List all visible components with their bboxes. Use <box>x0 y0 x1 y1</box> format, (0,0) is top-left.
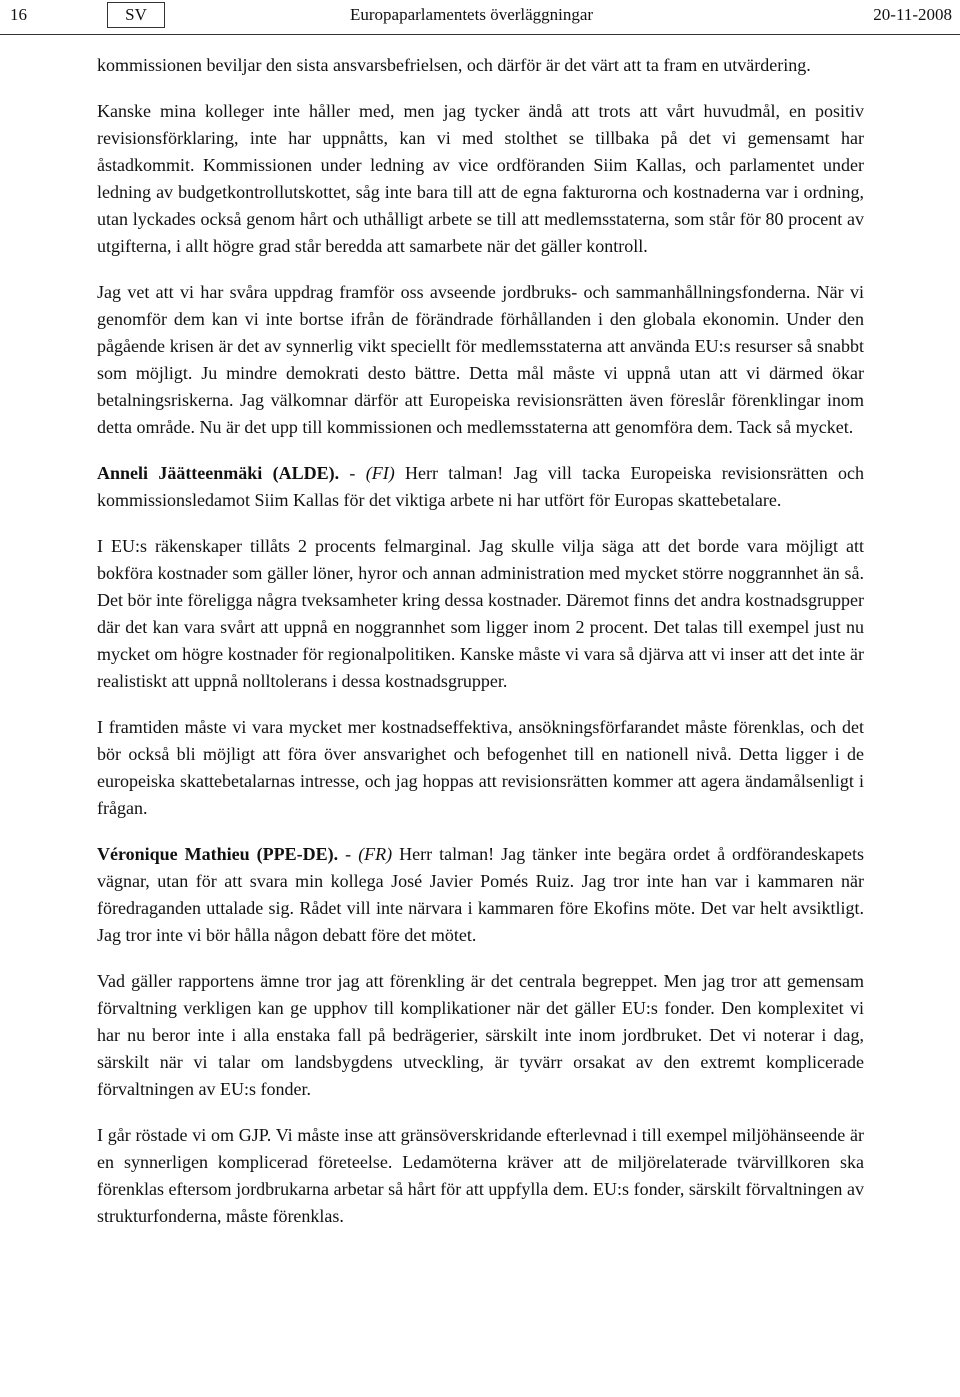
paragraph: I EU:s räkenskaper tillåts 2 procents felmarginal. Jag skulle vilja säga att det borde vara möjligt att bokföra kostnader som gäller löner, hyror och annan administration med mycket större noggrannhet än så. Det bör inte föreligga några tveksamheter kring dessa kostnader. Däremot finns det andra kostnadsgrupper där det kan vara svårt att uppnå en noggrannhet som ligger inom 2 procent. Det talas till exempel just nu mycket om högre kostnader för regionalpolitiken. Kanske måste vi vara så djärva att vi inser att det inte är realistiskt att uppnå nolltolerans i dessa kostnadsgrupper. <box>97 536 864 691</box>
document-body <box>97 52 864 1249</box>
speech-text: Herr talman! Jag tänker inte begära ordet å ordförandeskapets vägnar, utan för att svara min kollega José Javier Pomés Ruiz. Jag tror inte han var i kammaren när föredraganden uttalade sig. Rådet vill inte närvara i kammaren före Ekofins möte. Det var helt avsiktligt. Jag tror inte vi bör hålla någon debatt före det mötet. <box>97 844 865 945</box>
publication-title: Europaparlamentets överläggningar <box>350 5 594 24</box>
speaker-name: Anneli Jäätteenmäki (ALDE). <box>97 463 340 483</box>
page-header <box>0 0 960 35</box>
speaker-separator: - <box>339 463 366 483</box>
paragraph: Jag vet att vi har svåra uppdrag framför oss avseende jordbruks- och sammanhållningsfonderna. När vi genomför dem kan vi inte bortse ifrån de förändrade förhållanden i den globala ekonomin. Under den pågående krisen är det av synnerlig vikt speciellt för medlemsstaterna att använda EU:s resurser så snabbt som möjligt. Ju mindre demokrati desto bättre. Detta mål måste vi uppnå utan att vi därmed ökar betalningsriskerna. Jag välkomnar därför att Europeiska revisionsrätten även föreslår förenklingar inom detta område. Nu är det upp till kommissionen och medlemsstaterna att genomföra dem. Tack så mycket. <box>97 282 864 437</box>
language-code: (FR) <box>358 844 393 864</box>
speech-opening <box>97 841 864 949</box>
paragraph: I går röstade vi om GJP. Vi måste inse att gränsöverskridande efterlevnad i till exempel miljöhänseende är en synnerligen komplicerad företeelse. Ledamöterna kräver att de miljörelaterade tvärvillkoren ska förenklas eftersom jordbrukarna arbetar så hårt för att uppfylla dem. EU:s fonder, särskilt förvaltningen av strukturfonderna, måste förenklas. <box>97 1125 864 1226</box>
speaker-name: Véronique Mathieu (PPE-DE). <box>97 844 339 864</box>
paragraph: I framtiden måste vi vara mycket mer kostnadseffektiva, ansökningsförfarandet måste förenklas, och det bör också bli möjligt att föra över ansvarighet och befogenhet till en nationell nivå. Detta ligger i de europeiska skattebetalarnas intresse, och jag hoppas att revisionsrätten kommer att agera ändamålsenligt i frågan. <box>97 717 864 818</box>
page-number: 16 <box>10 5 27 24</box>
speaker-separator: - <box>338 844 359 864</box>
publication-date: 20-11-2008 <box>873 5 952 24</box>
speech-opening <box>97 460 864 514</box>
language-badge: SV <box>107 2 165 28</box>
language-code: (FI) <box>365 463 395 483</box>
paragraph: Vad gäller rapportens ämne tror jag att förenkling är det centrala begreppet. Men jag tror att gemensam förvaltning verkligen kan ge upphov till komplikationer när det gäller EU:s fonder. Den komplexitet vi har nu beror inte i alla enstaka fall på bedrägerier, särskilt inte inom jordbruket. Det vi noterar i dag, särskilt när vi talar om landsbygdens utveckling, är tyvärr orsakat av den extremt komplicerade förvaltningen av EU:s fonder. <box>97 971 864 1099</box>
paragraph: kommissionen beviljar den sista ansvarsbefrielsen, och därför är det värt att ta fram en utvärdering. <box>97 55 811 75</box>
paragraph: Kanske mina kolleger inte håller med, men jag tycker ändå att trots att vårt huvudmål, en positiv revisionsförklaring, inte har uppnåtts, kan vi med stolthet se tillbaka på det vi gemensamt har åstadkommit. Kommissionen under ledning av vice ordföranden Siim Kallas, och parlamentet under ledning av budgetkontrollutskottet, såg inte bara till att de egna fakturorna och kostnaderna var i ordning, utan lyckades också genom hårt och uthålligt arbete se till att medlemsstaterna, som står för 80 procent av utgifterna, i allt högre grad står beredda att samarbete när det gäller kontroll. <box>97 101 864 256</box>
speech-text: Herr talman! Jag vill tacka Europeiska revisionsrätten och kommissionsledamot Siim Kallas för det viktiga arbete ni har utfört för Europas skattebetalare. <box>97 463 864 510</box>
